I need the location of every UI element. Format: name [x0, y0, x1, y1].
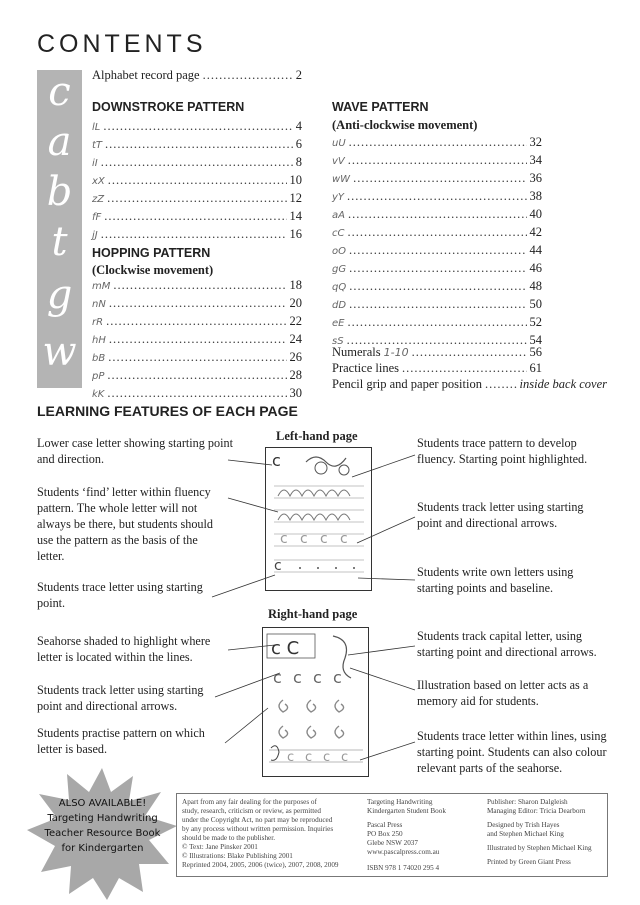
svg-text:c: c — [333, 668, 342, 687]
toc-page-number: 16 — [289, 227, 302, 241]
toc-page-number: 10 — [289, 173, 302, 187]
imprint-book: Targeting Handwriting Kindergarten Student Book Pascal Press PO Box 250 Glebe NSW 2037 www.pascalpress.com.au ISBN 978 1 74020 295 4 — [367, 798, 446, 872]
toc-letters: wW — [332, 174, 351, 185]
toc-letters: sS — [332, 336, 344, 347]
toc-page-number: 40 — [529, 207, 542, 221]
toc-entry-pencil-grip[interactable]: Pencil grip and paper position ..... inside back cover — [332, 375, 607, 393]
svg-text:c: c — [300, 531, 308, 547]
toc-page-number: 8 — [295, 155, 302, 169]
toc-page-number: 4 — [295, 119, 302, 133]
section-heading-hopping: HOPPING PATTERN — [92, 246, 211, 260]
imprint-copyright: Apart from any fair dealing for the purposes of study, research, criticism or review, as permitted under the Copyright Act, no part may be reproduced by any process without written permission. Inquiries should be made to the publisher. © Text: Jane Pinsker 2001 © Illustrations: Blake Publishing 2001 Reprinted 2004, 2005, 2006 (twice), 2007, 2008, 2009 — [182, 798, 339, 869]
toc-entry-numerals[interactable]: Numerals 1-10 ..... 56 — [332, 343, 542, 361]
toc-letters: vV — [332, 156, 345, 167]
toc-page-number: 36 — [529, 171, 542, 185]
feature-note: Illustration based on letter acts as a memory aid for students. — [417, 678, 589, 708]
svg-text:c: c — [313, 668, 322, 687]
section-subheading-hopping: (Clockwise movement) — [92, 263, 214, 277]
toc-page-number: 46 — [529, 261, 542, 275]
toc-page-number: 28 — [289, 368, 302, 382]
toc-letters: cC — [332, 228, 345, 239]
svg-text:c C: c C — [271, 638, 300, 659]
feature-note: Students track letter using starting point and directional arrows. — [37, 683, 204, 713]
toc-page-number: 48 — [529, 279, 542, 293]
feature-note: Seahorse shaded to highlight where letter is located within the lines. — [37, 634, 211, 664]
feature-note: Lower case letter showing starting point and direction. — [37, 436, 233, 466]
toc-page-number: 34 — [529, 153, 542, 167]
toc-letters: yY — [332, 192, 345, 203]
toc-letters: uU — [332, 138, 346, 149]
toc-page-number: 32 — [529, 135, 542, 149]
toc-letters: eE — [332, 318, 345, 329]
svg-text:c: c — [274, 558, 282, 574]
svg-text:c: c — [272, 451, 281, 470]
toc-page-number: 14 — [289, 209, 302, 223]
toc-page-number: 54 — [529, 333, 542, 347]
toc-letters: jJ — [92, 230, 98, 241]
side-letter: b — [46, 169, 73, 215]
side-letter: c — [48, 69, 71, 115]
toc-letters: pP — [92, 371, 105, 382]
section-heading-wave: WAVE PATTERN — [332, 100, 429, 114]
right-page-label: Right-hand page — [268, 607, 358, 621]
left-page-label: Left-hand page — [276, 429, 358, 443]
toc-page-number: 22 — [289, 314, 302, 328]
toc-letters: kK — [92, 389, 105, 400]
svg-text:c: c — [320, 531, 328, 547]
toc-page-number: 26 — [289, 350, 302, 364]
toc-page-number: 30 — [289, 386, 302, 400]
toc-letters: lL — [92, 122, 101, 133]
feature-note: Students trace letter using starting point. — [37, 580, 203, 610]
feature-note: Students trace pattern to develop fluency. Starting point highlighted. — [417, 436, 588, 466]
svg-text:c: c — [287, 750, 295, 765]
feature-note: Students track capital letter, using starting point and directional arrows. — [417, 629, 597, 659]
svg-text:c: c — [340, 531, 348, 547]
toc-letters: aA — [332, 210, 345, 221]
feature-note: Students trace letter within lines, using starting point. Students can also colour relevant parts of the seahorse. — [417, 729, 607, 775]
feature-note: Students practise pattern on which letter is based. — [37, 726, 205, 756]
toc-letters: qQ — [332, 282, 347, 293]
toc-letters: oO — [332, 246, 346, 257]
toc-letters: xX — [92, 176, 105, 187]
toc-letters: rR — [92, 317, 104, 328]
feature-note: Students ‘find’ letter within fluency pattern. The whole letter will not always be there, but students should use the pattern as the basis of the letter. — [37, 485, 214, 563]
svg-text:c: c — [273, 668, 282, 687]
toc-page-number: 38 — [529, 189, 542, 203]
toc-letters: dD — [332, 300, 347, 311]
toc-letters: nN — [92, 299, 106, 310]
side-letter: a — [47, 119, 72, 165]
feature-note: Students write own letters using starting points and baseline. — [417, 565, 574, 595]
toc-entry-alphabet-record[interactable]: Alphabet record page ..... 2 — [92, 66, 302, 84]
svg-text:c: c — [280, 531, 288, 547]
toc-page-number: 50 — [529, 297, 542, 311]
also-available-text: ALSO AVAILABLE! Targeting Handwriting Teacher Resource Book for Kindergarten — [44, 798, 161, 854]
toc-page-number: 18 — [289, 278, 302, 292]
toc-page-number: 12 — [289, 191, 302, 205]
toc-page-number: 52 — [529, 315, 542, 329]
toc-letters: hH — [92, 335, 106, 346]
toc-letters: zZ — [92, 194, 105, 205]
features-heading: LEARNING FEATURES OF EACH PAGE — [37, 403, 298, 419]
side-letter: t — [51, 219, 68, 265]
toc-letters: tT — [92, 140, 103, 151]
toc-letters: gG — [332, 264, 347, 275]
side-letter: w — [42, 329, 77, 375]
svg-text:c: c — [293, 668, 302, 687]
toc-page-number: 42 — [529, 225, 542, 239]
toc-page-number: 20 — [289, 296, 302, 310]
section-heading-downstroke: DOWNSTROKE PATTERN — [92, 100, 245, 114]
toc-page-number: 6 — [295, 137, 302, 151]
section-subheading-wave: (Anti-clockwise movement) — [332, 118, 478, 132]
svg-text:c: c — [323, 750, 331, 765]
svg-text:c: c — [305, 750, 313, 765]
toc-letters: iI — [92, 158, 98, 169]
feature-note: Students track letter using starting point and directional arrows. — [417, 500, 584, 530]
page-title: CONTENTS — [37, 30, 207, 58]
toc-page-number: 44 — [529, 243, 542, 257]
toc-letters: fF — [92, 212, 102, 223]
toc-page-number: 24 — [289, 332, 302, 346]
imprint-credits: Publisher: Sharon Dalgleish Managing Editor: Tricia Dearborn Designed by Trish Hayes and Stephen Michael King Illustrated by Stephen Michael King Printed by Green Giant Press — [487, 798, 592, 866]
side-letter: g — [46, 272, 73, 318]
svg-text:c: c — [341, 750, 349, 765]
toc-entry-practice-lines[interactable]: Practice lines ..... 61 — [332, 359, 542, 377]
toc-letters: bB — [92, 353, 106, 364]
toc-letters: mM — [92, 281, 111, 292]
